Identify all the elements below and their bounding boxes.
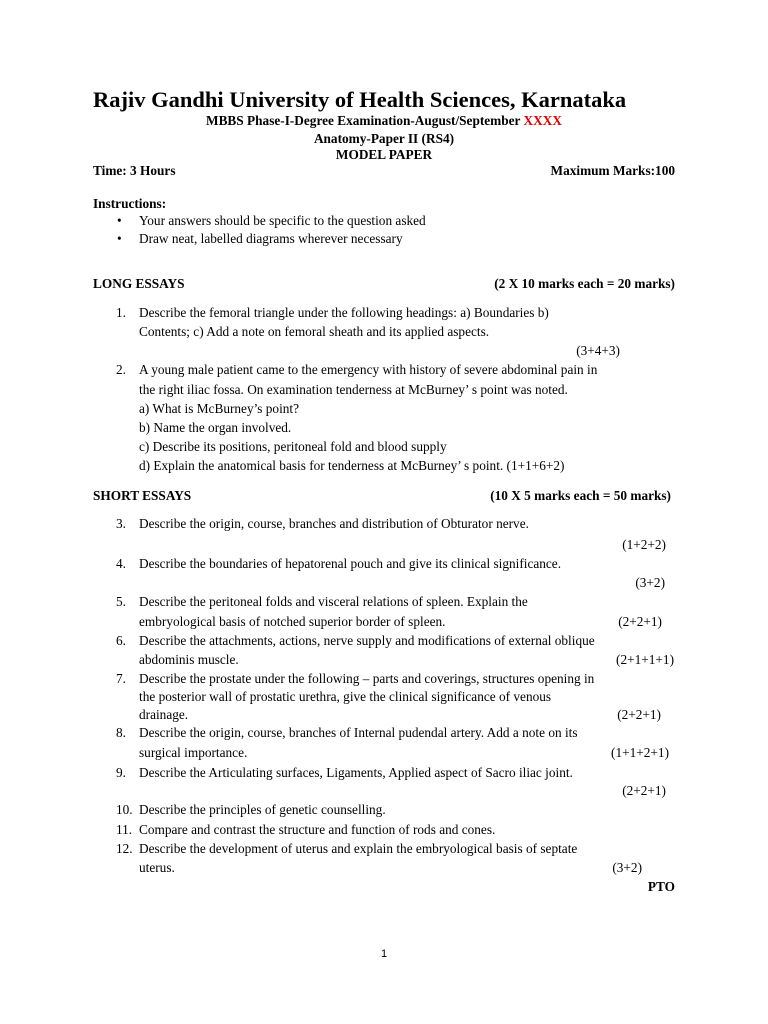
question-12 [116,841,578,857]
question-text: Describe the attachments, actions, nerve supply and modifications of external oblique [139,633,595,648]
question-7-line3: drainage. [139,707,189,722]
bullet-icon: • [117,213,122,228]
question-8 [116,725,578,741]
question-5-marks: (2+2+1) [618,614,662,629]
question-text: Compare and contrast the structure and function of rods and cones. [139,822,496,837]
question-text: Describe the femoral triangle under the following headings: a) Boundaries b) [139,305,549,320]
page-number: 1 [380,948,388,960]
question-7 [116,671,595,687]
question-3 [116,516,529,532]
question-4 [116,556,562,572]
long-essays-heading: LONG ESSAYS [93,276,185,291]
question-9 [116,765,573,781]
question-2-part-c: c) Describe its positions, peritoneal fold and blood supply [139,439,447,454]
question-2-part-d: d) Explain the anatomical basis for tenderness at McBurney’ s point. (1+1+6+2) [139,458,565,473]
question-1-marks: (3+4+3) [576,343,620,358]
question-number: 9. [116,765,126,780]
question-12-line2: uterus. [139,860,175,875]
question-11 [116,822,496,838]
instruction-item [117,213,426,229]
question-number: 12. [116,841,133,856]
question-6 [116,633,595,649]
instruction-text: Your answers should be specific to the question asked [139,213,426,228]
question-text: Describe the peritoneal folds and visceral relations of spleen. Explain the [139,594,528,609]
question-5-line2: embryological basis of notched superior border of spleen. [139,614,446,629]
question-number: 5. [116,594,126,609]
question-text: Describe the development of uterus and explain the embryological basis of septate [139,841,578,856]
model-paper-label: MODEL PAPER [335,147,433,162]
question-number: 2. [116,362,126,377]
question-7-line2: the posterior wall of prostatic urethra, give the clinical significance of venous [139,689,552,704]
question-number: 6. [116,633,126,648]
question-9-marks: (2+2+1) [622,783,666,798]
short-essays-marks: (10 X 5 marks each = 50 marks) [490,488,671,503]
question-2-line2: the right iliac fossa. On examination tenderness at McBurney’ s point was noted. [139,382,568,397]
question-text: Describe the origin, course, branches and distribution of Obturator nerve. [139,516,529,531]
question-2-part-b: b) Name the organ involved. [139,420,292,435]
question-text: Describe the prostate under the following – parts and coverings, structures opening in [139,671,595,686]
question-1 [116,305,549,321]
question-6-marks: (2+1+1+1) [616,652,674,667]
question-1-line2: Contents; c) Add a note on femoral sheath and its applied aspects. [139,324,490,339]
max-marks-label: Maximum Marks:100 [550,163,675,178]
exam-line [0,113,768,129]
university-title: Rajiv Gandhi University of Health Sciences, Karnataka [93,87,627,112]
question-12-marks: (3+2) [612,860,642,875]
bullet-icon: • [117,231,122,246]
question-number: 8. [116,725,126,740]
question-number: 10. [116,802,133,817]
question-3-marks: (1+2+2) [622,537,666,552]
exam-name: MBBS Phase-I-Degree Examination-August/September [206,113,521,128]
instructions-heading: Instructions: [93,196,167,211]
exam-year: XXXX [523,113,562,128]
question-4-marks: (3+2) [635,575,665,590]
question-text: Describe the origin, course, branches of Internal pudendal artery. Add a note on its [139,725,578,740]
question-2 [116,362,598,378]
question-number: 7. [116,671,126,686]
question-7-marks: (2+2+1) [617,707,661,722]
question-text: Describe the boundaries of hepatorenal pouch and give its clinical significance. [139,556,562,571]
question-6-line2: abdominis muscle. [139,652,239,667]
question-number: 3. [116,516,126,531]
short-essays-heading: SHORT ESSAYS [93,488,192,503]
instruction-item [117,231,403,247]
question-number: 4. [116,556,126,571]
question-5 [116,594,528,610]
paper-name: Anatomy-Paper II (RS4) [313,131,455,146]
question-8-marks: (1+1+2+1) [611,745,669,760]
question-text: Describe the Articulating surfaces, Ligaments, Applied aspect of Sacro iliac joint. [139,765,573,780]
question-number: 1. [116,305,126,320]
instruction-text: Draw neat, labelled diagrams wherever necessary [139,231,403,246]
question-text: A young male patient came to the emergency with history of severe abdominal pain in [139,362,598,377]
question-text: Describe the principles of genetic counselling. [139,802,386,817]
question-10 [116,802,386,818]
question-8-line2: surgical importance. [139,745,248,760]
long-essays-marks: (2 X 10 marks each = 20 marks) [494,276,675,291]
question-number: 11. [116,822,133,837]
question-2-part-a: a) What is McBurney’s point? [139,401,300,416]
pto-label: PTO [647,879,675,894]
time-label: Time: 3 Hours [93,163,176,178]
